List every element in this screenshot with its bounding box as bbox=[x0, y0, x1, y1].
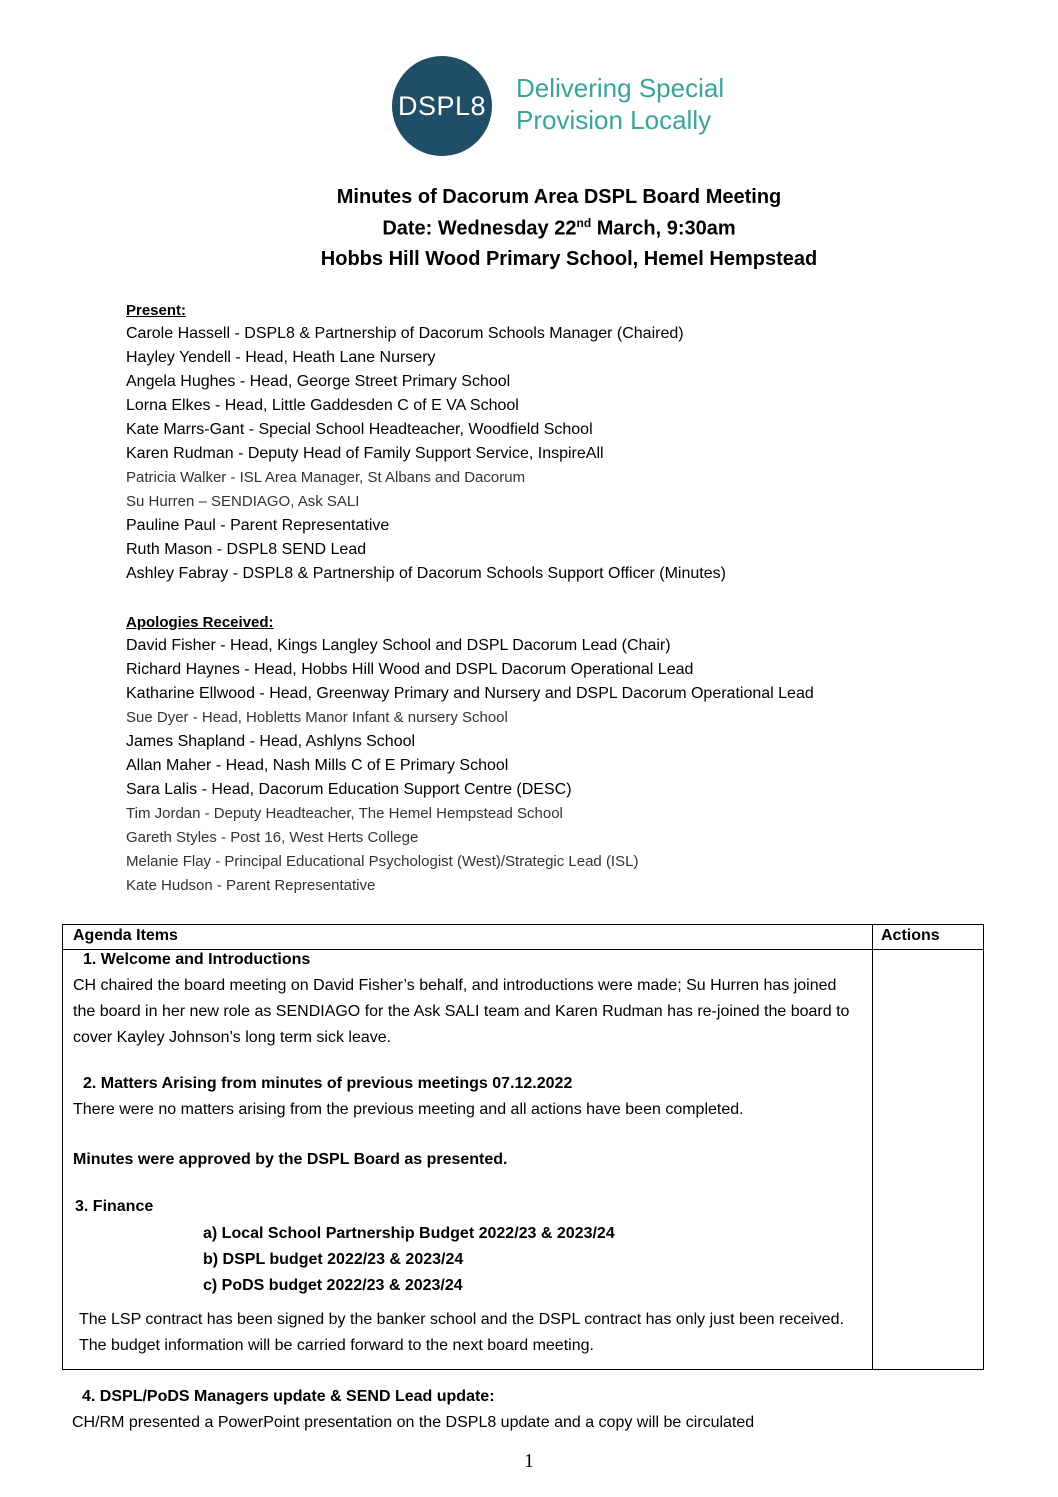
apology-person: Tim Jordan - Deputy Headteacher, The Hemel Hempstead School bbox=[126, 805, 563, 822]
item2-body: There were no matters arising from the previous meeting and all actions have been completed. bbox=[73, 1101, 744, 1118]
item3-subitem-c: c) PoDS budget 2022/23 & 2023/24 bbox=[203, 1277, 463, 1294]
meeting-date-rest: March, 9:30am bbox=[591, 217, 736, 240]
meeting-date-prefix: Date: Wednesday 22 bbox=[382, 217, 577, 240]
item4-body: CH/RM presented a PowerPoint presentation on the DSPL8 update and a copy will be circulated bbox=[72, 1414, 755, 1431]
present-person: Carole Hassell - DSPL8 & Partnership of Dacorum Schools Manager (Chaired) bbox=[126, 325, 684, 342]
present-person: Kate Marrs-Gant - Special School Headteacher, Woodfield School bbox=[126, 421, 593, 438]
meeting-date bbox=[30, 216, 1058, 241]
apology-person: Sara Lalis - Head, Dacorum Education Support Centre (DESC) bbox=[126, 781, 572, 798]
page-number: 1 bbox=[524, 1450, 534, 1472]
agenda-table bbox=[62, 924, 984, 1370]
item1-body: CH chaired the board meeting on David Fisher’s behalf, and introductions were made; Su Hurren has joined the board in her new role as SENDIAGO for the Ask SALI team and Karen Rudman has re-joined the board to cover Kayley Johnson’s long term sick leave. bbox=[73, 977, 850, 1046]
table-header-row bbox=[63, 925, 983, 950]
apology-person: Sue Dyer - Head, Hobletts Manor Infant & nursery School bbox=[126, 709, 508, 726]
item1-heading: 1. Welcome and Introductions bbox=[83, 951, 311, 968]
present-person: Pauline Paul - Parent Representative bbox=[126, 517, 390, 534]
apology-person: Richard Haynes - Head, Hobbs Hill Wood and DSPL Dacorum Operational Lead bbox=[126, 661, 694, 678]
logo-mark: DSPL8 bbox=[392, 56, 492, 156]
agenda-items-header: Agenda Items bbox=[73, 927, 178, 944]
actions-header: Actions bbox=[881, 927, 940, 944]
apologies-list bbox=[126, 634, 814, 898]
item2-approval: Minutes were approved by the DSPL Board as presented. bbox=[73, 1151, 508, 1168]
logo-tagline-line2: Provision Locally bbox=[516, 105, 712, 135]
present-person: Patricia Walker - ISL Area Manager, St Albans and Dacorum bbox=[126, 469, 526, 486]
apology-person: James Shapland - Head, Ashlyns School bbox=[126, 733, 416, 750]
apology-person: Gareth Styles - Post 16, West Herts College bbox=[126, 829, 419, 846]
dspl8-logo bbox=[392, 56, 732, 152]
present-person: Su Hurren – SENDIAGO, Ask SALI bbox=[126, 493, 360, 510]
apology-person: Katharine Ellwood - Head, Greenway Primary and Nursery and DSPL Dacorum Operational Lead bbox=[126, 685, 814, 702]
logo-tagline-line1: Delivering Special bbox=[516, 73, 725, 103]
present-person: Hayley Yendell - Head, Heath Lane Nursery bbox=[126, 349, 436, 366]
document-title: Minutes of Dacorum Area DSPL Board Meeting bbox=[336, 186, 782, 208]
present-list bbox=[126, 322, 726, 586]
apologies-heading: Apologies Received: bbox=[126, 614, 274, 631]
item3-subitem-b: b) DSPL budget 2022/23 & 2023/24 bbox=[203, 1251, 464, 1268]
item4-heading: 4. DSPL/PoDS Managers update & SEND Lead update: bbox=[82, 1388, 495, 1405]
item3-body: The LSP contract has been signed by the banker school and the DSPL contract has only just been received. The budget information will be carried forward to the next board meeting. bbox=[79, 1311, 844, 1354]
present-person: Ashley Fabray - DSPL8 & Partnership of Dacorum Schools Support Officer (Minutes) bbox=[126, 565, 726, 582]
present-person: Karen Rudman - Deputy Head of Family Support Service, InspireAll bbox=[126, 445, 604, 462]
present-person: Lorna Elkes - Head, Little Gaddesden C of E VA School bbox=[126, 397, 519, 414]
logo-tagline bbox=[516, 72, 724, 136]
apology-person: Kate Hudson - Parent Representative bbox=[126, 877, 376, 894]
item3-heading: 3. Finance bbox=[75, 1198, 154, 1215]
apology-person: Melanie Flay - Principal Educational Psychologist (West)/Strategic Lead (ISL) bbox=[126, 853, 639, 870]
present-person: Ruth Mason - DSPL8 SEND Lead bbox=[126, 541, 367, 558]
column-divider bbox=[872, 925, 873, 1369]
apology-person: David Fisher - Head, Kings Langley School and DSPL Dacorum Lead (Chair) bbox=[126, 637, 671, 654]
apology-person: Allan Maher - Head, Nash Mills C of E Primary School bbox=[126, 757, 509, 774]
meeting-location: Hobbs Hill Wood Primary School, Hemel Hempstead bbox=[320, 248, 818, 270]
meeting-date-suffix-sup: nd bbox=[576, 216, 592, 230]
item2-heading: 2. Matters Arising from minutes of previous meetings 07.12.2022 bbox=[83, 1075, 573, 1092]
present-heading: Present: bbox=[126, 302, 187, 319]
present-person: Angela Hughes - Head, George Street Primary School bbox=[126, 373, 511, 390]
item3-subitem-a: a) Local School Partnership Budget 2022/23 & 2023/24 bbox=[203, 1225, 615, 1242]
